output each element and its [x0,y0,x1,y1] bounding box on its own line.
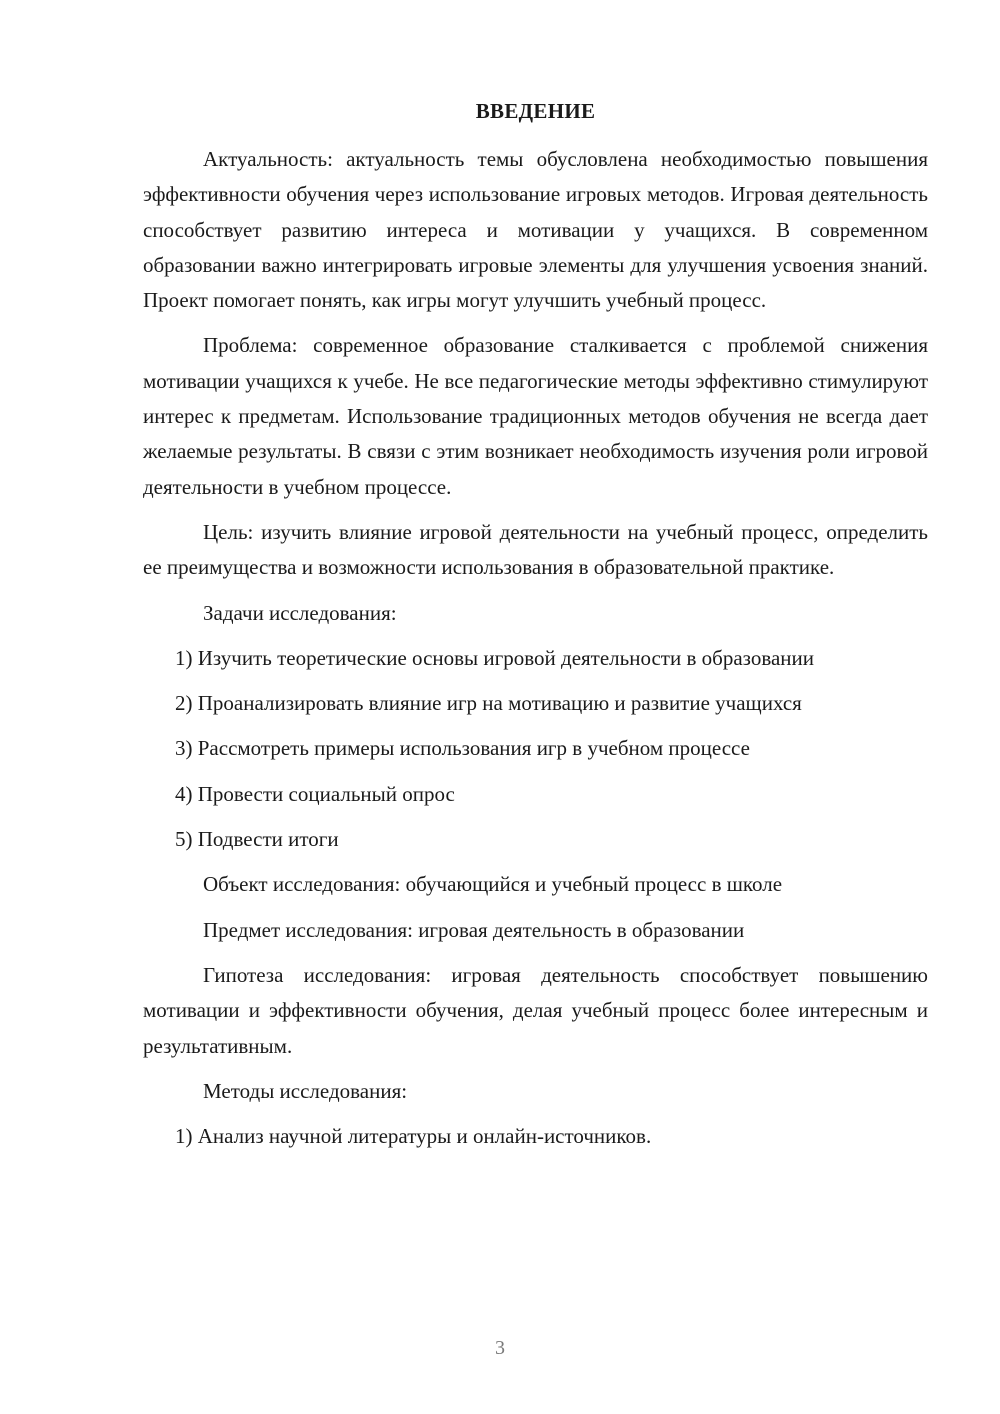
document-body [143,142,928,1164]
tasks-title: Задачи исследования: [203,600,397,625]
method-item-1: 1) Анализ научной литературы и онлайн-источников. [175,1124,652,1149]
task-item-1: 1) Изучить теоретические основы игровой деятельности в образовании [175,645,814,670]
task-item-3: 3) Рассмотреть примеры использования игр в учебном процессе [175,736,750,761]
task-item-4: 4) Провести социальный опрос [175,781,455,806]
hypothesis-paragraph: Гипотеза исследования: игровая деятельность способствует повышению мотивации и эффективности обучения, делая учебный процесс более интересным и результативным. [143,962,928,1058]
methods-title: Методы исследования: [203,1078,408,1103]
relevance-paragraph: Актуальность: актуальность темы обусловлена необходимостью повышения эффективности обучения через использование игровых методов. Игровая деятельность способствует развитию интереса и мотивации у учащихся. В современном образовании важно интегрировать игровые элементы для улучшения усвоения знаний. Проект помогает понять, как игры могут улучшить учебный процесс. [143,147,928,313]
research-subject: Предмет исследования: игровая деятельность в образовании [203,917,745,942]
research-object: Объект исследования: обучающийся и учебный процесс в школе [203,872,783,897]
problem-paragraph: Проблема: современное образование сталкивается с проблемой снижения мотивации учащихся к учебе. Не все педагогические методы эффективно стимулируют интерес к предметам. Использование традиционных методов обучения не всегда дает желаемые результаты. В связи с этим возникает необходимость изучения роли игровой деятельности в учебном процессе. [143,333,928,499]
section-heading: ВВЕДЕНИЕ [475,99,596,123]
goal-paragraph: Цель: изучить влияние игровой деятельности на учебный процесс, определить ее преимущества и возможности использования в образовательной практике. [143,519,928,580]
task-item-5: 5) Подвести итоги [175,827,339,852]
page-number: 3 [495,1337,505,1359]
task-item-2: 2) Проанализировать влияние игр на мотивацию и развитие учащихся [175,691,802,716]
